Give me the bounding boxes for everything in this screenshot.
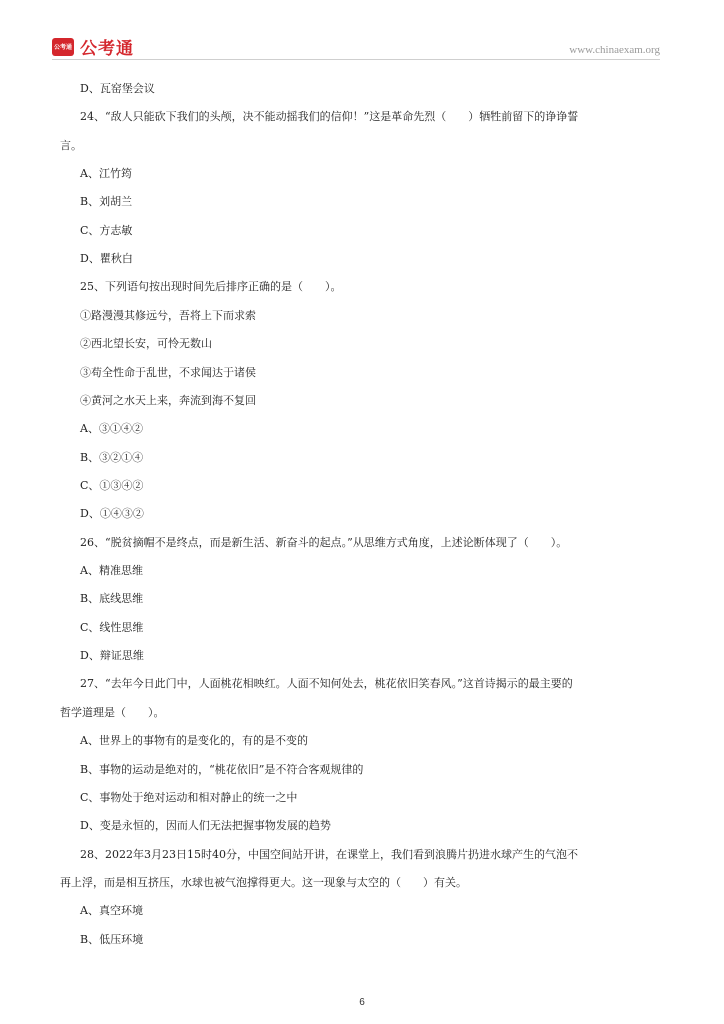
question-26-text: 26、“脱贫摘帽不是终点，而是新生活、新奋斗的起点。”从思维方式角度，上述论断体现了（ ）。 <box>80 536 568 549</box>
option-a: A、江竹筠 <box>80 167 132 180</box>
option-c: C、线性思维 <box>80 621 144 634</box>
question-27-text: 27、“去年今日此门中，人面桃花相映红。人面不知何处去，桃花依旧笑春风。”这首诗揭示的最主要的 <box>80 677 573 690</box>
logo-text: 公考通 <box>80 39 134 59</box>
header-divider <box>52 59 660 60</box>
statement-1: ①路漫漫其修远兮，吾将上下而求索 <box>80 309 256 322</box>
option-a: A、世界上的事物有的是变化的，有的是不变的 <box>80 734 308 747</box>
option-c: C、事物处于绝对运动和相对静止的统一之中 <box>80 791 298 804</box>
option-a: A、③①④② <box>80 422 143 435</box>
logo-badge-icon: 公考通 <box>52 38 74 56</box>
option-b: B、底线思维 <box>80 592 144 605</box>
option-a: A、精准思维 <box>80 564 143 577</box>
page-header <box>0 0 724 64</box>
option-b: B、事物的运动是绝对的，“桃花依旧”是不符合客观规律的 <box>80 763 364 776</box>
site-url: www.chinaexam.org <box>569 44 660 56</box>
brand-logo <box>52 34 134 59</box>
text-line: D、瓦窑堡会议 <box>80 82 155 95</box>
option-b: B、低压环境 <box>80 933 144 946</box>
question-28-text-cont: 再上浮，而是相互挤压，水球也被气泡撑得更大。这一现象与太空的（ ）有关。 <box>60 876 467 889</box>
page-number: 6 <box>359 997 365 1008</box>
statement-3: ③苟全性命于乱世，不求闻达于诸侯 <box>80 366 256 379</box>
option-c: C、①③④② <box>80 479 144 492</box>
question-28-text: 28、2022年3月23日15时40分，中国空间站开讲，在课堂上，我们看到浪腾片扔进水球产生的气泡不 <box>80 848 578 861</box>
question-27-text-cont: 哲学道理是（ ）。 <box>60 706 165 719</box>
question-25-text: 25、下列语句按出现时间先后排序正确的是（ ）。 <box>80 280 342 293</box>
statement-2: ②西北望长安，可怜无数山 <box>80 337 212 350</box>
question-24-text-cont: 言。 <box>60 139 82 152</box>
option-d: D、辩证思维 <box>80 649 144 662</box>
option-d: D、变是永恒的，因而人们无法把握事物发展的趋势 <box>80 819 331 832</box>
statement-4: ④黄河之水天上来，奔流到海不复回 <box>80 394 256 407</box>
option-d: D、①④③② <box>80 507 144 520</box>
option-d: D、瞿秋白 <box>80 252 133 265</box>
option-b: B、刘胡兰 <box>80 195 133 208</box>
option-c: C、方志敏 <box>80 224 133 237</box>
option-b: B、③②①④ <box>80 451 144 464</box>
option-a: A、真空环境 <box>80 904 143 917</box>
question-24-text: 24、“敌人只能砍下我们的头颅，决不能动摇我们的信仰！”这是革命先烈（ ）牺牲前留下的诤诤誓 <box>80 110 579 123</box>
